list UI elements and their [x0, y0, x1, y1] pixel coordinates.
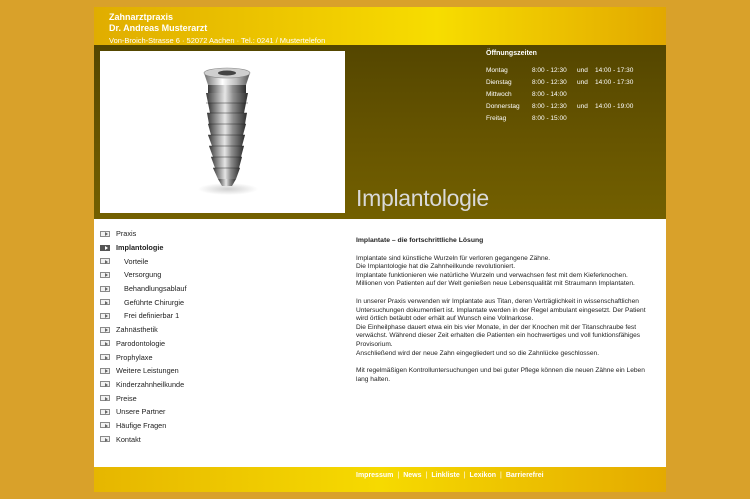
- hours-am: 8:00 - 14:00: [532, 90, 567, 98]
- arrow-bullet-icon: [100, 231, 110, 237]
- hours-pm: 14:00 - 17:30: [595, 78, 634, 86]
- hours-row: [486, 100, 633, 112]
- opening-hours-table: [486, 64, 633, 124]
- arrow-bullet-icon: [100, 299, 110, 305]
- footer-separator: |: [463, 472, 466, 479]
- nav-item-label: Parodontologie: [116, 338, 166, 348]
- hours-und: [577, 112, 595, 124]
- doctor-name: Dr. Andreas Musterarzt: [109, 23, 208, 33]
- arrow-bullet-icon: [100, 354, 110, 360]
- hours-am: 8:00 - 15:00: [532, 114, 567, 122]
- content-line: In unserer Praxis verwenden wir Implantate aus Titan, deren Verträglichkeit in wissenschaftlichen Untersuchungen dokumentiert ist. Implantate werden in der Regel ambulant eingesetzt. Der Patient wird örtlich betäubt oder erhält auf Wunsch eine Vollnarkose.: [356, 297, 646, 323]
- footer-link[interactable]: Lexikon: [469, 472, 496, 479]
- arrow-bullet-icon: [100, 245, 110, 251]
- opening-hours-heading: Öffnungszeiten: [486, 50, 537, 57]
- hours-day: Freitag: [486, 114, 507, 122]
- hours-und: und: [577, 102, 588, 110]
- arrow-bullet-icon: [100, 409, 110, 415]
- implant-photo: [100, 51, 345, 213]
- nav-item[interactable]: [100, 254, 340, 268]
- hours-und: und: [577, 78, 588, 86]
- arrow-bullet-icon: [100, 327, 110, 333]
- hours-day: Donnerstag: [486, 102, 520, 110]
- arrow-bullet-icon: [100, 422, 110, 428]
- nav-item-label: Prophylaxe: [116, 352, 153, 362]
- content-line: Implantate sind künstliche Wurzeln für verloren gegangene Zähne.: [356, 254, 551, 262]
- hours-day: Dienstag: [486, 78, 512, 86]
- nav-item-label: Frei definierbar 1: [124, 311, 180, 321]
- hours-pm: 14:00 - 17:30: [595, 66, 634, 74]
- nav-item[interactable]: [100, 241, 340, 255]
- footer-separator: |: [425, 472, 428, 479]
- nav-item-label: Versorgung: [124, 270, 162, 280]
- nav-item-label: Zahnästhetik: [116, 325, 158, 335]
- arrow-bullet-icon: [100, 258, 110, 264]
- nav-item[interactable]: [100, 295, 340, 309]
- hours-am: 8:00 - 12:30: [532, 78, 567, 86]
- page-title: Implantologie: [356, 185, 489, 211]
- footer-separator: |: [500, 472, 502, 479]
- arrow-bullet-icon: [100, 368, 110, 374]
- site-container: [94, 7, 666, 492]
- content-paragraph-2: [356, 298, 656, 358]
- nav-item[interactable]: [100, 323, 340, 337]
- nav-item-label: Preise: [116, 393, 137, 403]
- hours-pm: [595, 88, 633, 100]
- hours-row: [486, 64, 633, 76]
- arrow-bullet-icon: [100, 272, 110, 278]
- nav-item[interactable]: [100, 309, 340, 323]
- nav-item-label: Implantologie: [116, 243, 164, 253]
- hours-am: 8:00 - 12:30: [532, 66, 567, 74]
- content-line: Implantate funktionieren wie natürliche Wurzeln und verwachsen fest mit dem Kieferknochen.: [356, 271, 628, 279]
- nav-item-label: Geführte Chirurgie: [124, 297, 185, 307]
- content-line: Die Einheilphase dauert etwa ein bis vier Monate, in der der Knochen mit der Titanschraube fest verwächst. Während dieser Zeit erhalten die Patienten ein hochwertiges und voll funktionsfähiges Provisorium.: [356, 323, 641, 348]
- nav-item[interactable]: [100, 337, 340, 351]
- nav-item[interactable]: [100, 268, 340, 282]
- header: [94, 7, 666, 45]
- arrow-bullet-icon: [100, 436, 110, 442]
- content-line: Anschließend wird der neue Zahn eingegliedert und so die Zahnlücke geschlossen.: [356, 349, 600, 357]
- content-line: Millionen von Patienten auf der Welt genießen neue Lebensqualität mit Straumann Implantaten.: [356, 280, 635, 288]
- address-line: Von-Broich-Strasse 6 · 52072 Aachen · Tel.: 0241 / Mustertelefon: [109, 36, 326, 45]
- main-content: [356, 237, 656, 393]
- content-line: Die Implantologie hat die Zahnheilkunde revolutioniert.: [356, 263, 516, 271]
- footer-link[interactable]: Impressum: [356, 472, 394, 479]
- nav-item-label: Weitere Leistungen: [116, 366, 179, 376]
- nav-item[interactable]: [100, 432, 340, 446]
- nav-item-label: Behandlungsablauf: [124, 284, 187, 294]
- nav-item[interactable]: [100, 391, 340, 405]
- opening-hours: [486, 50, 633, 124]
- nav-item[interactable]: [100, 378, 340, 392]
- footer: [94, 467, 666, 492]
- nav-item-label: Kinderzahnheilkunde: [116, 379, 185, 389]
- hours-row: [486, 112, 633, 124]
- hours-pm: 14:00 - 19:00: [595, 102, 634, 110]
- hours-und: und: [577, 66, 588, 74]
- nav-item[interactable]: [100, 419, 340, 433]
- content-heading: Implantate – die fortschrittliche Lösung: [356, 237, 484, 244]
- hours-row: [486, 88, 633, 100]
- nav-item-label: Vorteile: [124, 256, 149, 266]
- nav-item[interactable]: [100, 282, 340, 296]
- nav-item[interactable]: [100, 227, 340, 241]
- hours-pm: [595, 112, 633, 124]
- hours-am: 8:00 - 12:30: [532, 102, 567, 110]
- nav-item[interactable]: [100, 364, 340, 378]
- practice-name: Zahnarztpraxis: [109, 12, 174, 22]
- footer-separator: |: [397, 472, 400, 479]
- nav-item-label: Unsere Partner: [116, 407, 166, 417]
- footer-link[interactable]: Linkliste: [431, 472, 460, 479]
- dental-implant-image: [100, 51, 345, 213]
- content-paragraph-1: [356, 255, 656, 289]
- nav-item-label: Häufige Fragen: [116, 420, 167, 430]
- hours-day: Mittwoch: [486, 90, 512, 98]
- arrow-bullet-icon: [100, 381, 110, 387]
- footer-link[interactable]: News: [403, 472, 422, 479]
- hero-banner: [94, 45, 666, 219]
- sidebar-nav: [100, 227, 340, 446]
- arrow-bullet-icon: [100, 313, 110, 319]
- hours-row: [486, 76, 633, 88]
- content-paragraph-3: Mit regelmäßigen Kontrolluntersuchungen und bei guter Pflege können die neuen Zähne ein Leben lang halten.: [356, 367, 645, 383]
- arrow-bullet-icon: [100, 340, 110, 346]
- arrow-bullet-icon: [100, 286, 110, 292]
- nav-item-label: Kontakt: [116, 434, 141, 444]
- hours-und: [577, 88, 595, 100]
- hours-day: Montag: [486, 66, 508, 74]
- nav-item[interactable]: [100, 405, 340, 419]
- arrow-bullet-icon: [100, 395, 110, 401]
- nav-item-label: Praxis: [116, 229, 137, 239]
- nav-item[interactable]: [100, 350, 340, 364]
- footer-link[interactable]: Barrierefrei: [505, 472, 544, 479]
